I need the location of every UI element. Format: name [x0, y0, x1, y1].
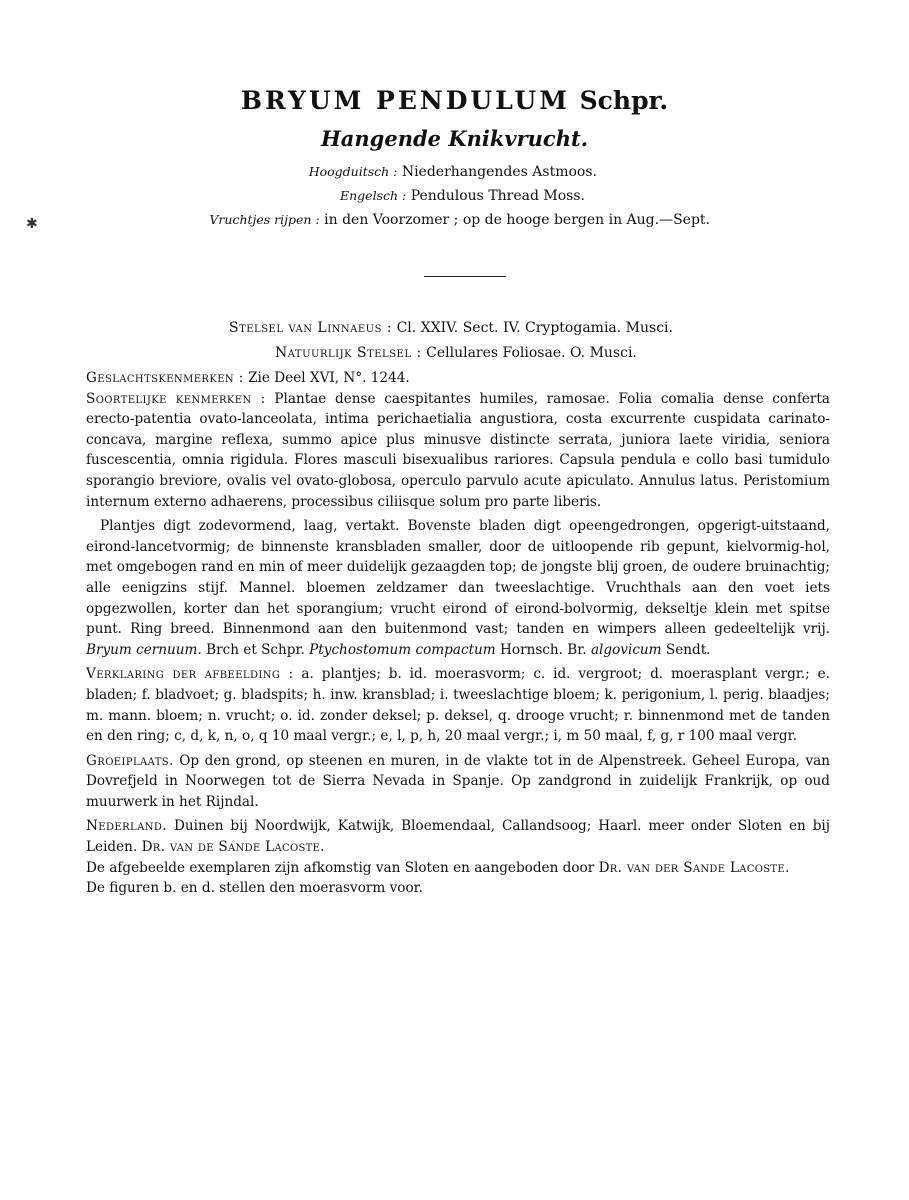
species-text: Plantae dense caespitantes humiles, ramosae. Folia comalia dense conferta erecto-patentia ovato-lanceolata, intima perichaetialia angustiora, costa excurrente cuspidata carinato-concava, margine reflexa, summo apice plus minusve distincte serrata, juniora laete viridia, seniora fuscescentia, omnia rigidula. Flores masculi bisexualibus rariores. Capsula pendula e collo basi tumidulo sporangio breviore, ovalis vel ovato-globosa, operculo parvulo acute apiculato. Annulus latus. Peristomium internum externo adhaerens, processibus ciliisque solum pro parte liberis. — [86, 390, 830, 510]
name-label: Engelsch : — [340, 188, 407, 203]
netherlands-locations — [86, 816, 830, 857]
specimen-note — [86, 858, 830, 899]
ink-speck: ✱ — [26, 216, 38, 232]
habitat — [86, 751, 830, 813]
synonym-3-author: Sendt. — [665, 641, 711, 658]
linnaeus-label: Stelsel van Linnaeus : — [229, 320, 393, 336]
name-value: Niederhangendes Astmoos. — [401, 164, 597, 180]
synonym-2: Ptychostomum compactum — [309, 641, 496, 658]
natural-system — [275, 345, 637, 361]
genus-characters — [86, 368, 830, 389]
netherlands-collector: Dr. van de Sande Lacoste. — [141, 839, 325, 856]
name-value: Pendulous Thread Moss. — [410, 188, 585, 204]
description-body — [86, 368, 830, 899]
synonym-1: Bryum cernuum. — [86, 641, 202, 658]
synonym-1-author: Brch et Schpr. — [206, 641, 305, 658]
name-value: in den Voorzomer ; op de hooge bergen in Aug.—Sept. — [324, 212, 710, 228]
specimen-collector: Dr. van der Sande Lacoste. — [598, 859, 790, 876]
netherlands-text: Duinen bij Noordwijk, Katwijk, Bloemendaal, Callandsoog; Haarl. meer onder Sloten en bij Leiden. — [86, 818, 830, 856]
specimen-text: De afgebeelde exemplaren zijn afkomstig van Sloten en aangeboden door — [86, 859, 595, 876]
dutch-name: Hangende Knikvrucht. — [320, 126, 589, 151]
linnaeus-value: Cl. XXIV. Sect. IV. Cryptogamia. Musci. — [396, 320, 673, 336]
netherlands-label: Nederland. — [86, 818, 167, 835]
name-row-german — [150, 160, 710, 184]
habitat-text: Op den grond, op steenen en muren, in de vlakte tot in de Alpenstreek. Geheel Europa, van Dovrefjeld in Noorwegen tot de Sierra Nevada in Spanje. Op zandgrond in zuidelijk Frankrijk, op oud muurwerk in het Rijndal. — [86, 752, 830, 810]
habitat-label: Groeiplaats. — [86, 752, 174, 769]
synonym-2-author: Hornsch. Br. — [500, 641, 587, 658]
name-label: Vruchtjes rijpen : — [209, 212, 320, 227]
dutch-description — [86, 516, 830, 660]
separator-rule — [424, 276, 506, 277]
dutch-desc-text: Plantjes digt zodevormend, laag, vertakt. Bovenste bladen digt opeengedrongen, opgerigt-uitstaand, eirond-lancetvormig; de binnenste kransbladen smaller, door de uitloopende rib gepunt, kielvormig-hol, met omgebogen rand en min of meer duidelijk gezaagden top; de jongste blij groen, de oudere bruinachtig; alle eenigzins stijf. Mannel. bloemen zeldzamer dan tweeslachtige. Vruchthals aan den voet iets opgezwollen, korter dan het sporangium; vrucht eirond of eirond-bolvormig, dekseltje klein met spitse punt. Ring breed. Binnenmond aan den buitenmond vast; tanden en wimpers alleen gedeeltelijk vrij. — [86, 518, 830, 638]
figure-explanation — [86, 664, 830, 746]
species-characters — [86, 389, 830, 513]
linnaeus-system — [229, 320, 673, 336]
title-genus: BRYUM PENDULUM — [240, 86, 570, 115]
natural-label: Natuurlijk Stelsel : — [275, 345, 422, 361]
name-row-ripening — [150, 208, 710, 232]
title-author: Schpr. — [579, 86, 669, 115]
species-title — [0, 86, 909, 115]
name-row-english — [150, 184, 710, 208]
figure-note: De figuren b. en d. stellen den moerasvorm voor. — [86, 880, 423, 897]
name-label: Hoogduitsch : — [308, 164, 398, 179]
synonym-3: algovicum — [590, 641, 662, 658]
explanation-label: Verklaring der afbeelding : — [86, 666, 294, 683]
natural-value: Cellulares Foliosae. O. Musci. — [426, 345, 637, 361]
vernacular-names — [150, 160, 710, 232]
genus-text: Zie Deel XVI, N°. 1244. — [248, 370, 410, 386]
species-label: Soortelijke kenmerken : — [86, 390, 266, 407]
explanation-text: a. plantjes; b. id. moerasvorm; c. id. vergroot; d. moerasplant vergr.; e. bladen; f. bladvoet; g. bladspits; h. inw. kransblad; i. tweeslachtige bloem; k. perigonium, l. perig. blaadjes; m. mann. bloem; n. vrucht; o. id. zonder deksel; p. deksel, q. drooge vrucht; r. binnenmond met de tanden en den ring; c, d, k, n, o, q 10 maal vergr.; e, l, p, h, 20 maal vergr.; i, m 50 maal, f, g, r 100 maal vergr. — [86, 666, 831, 745]
genus-label: Geslachtskenmerken : — [86, 370, 244, 386]
